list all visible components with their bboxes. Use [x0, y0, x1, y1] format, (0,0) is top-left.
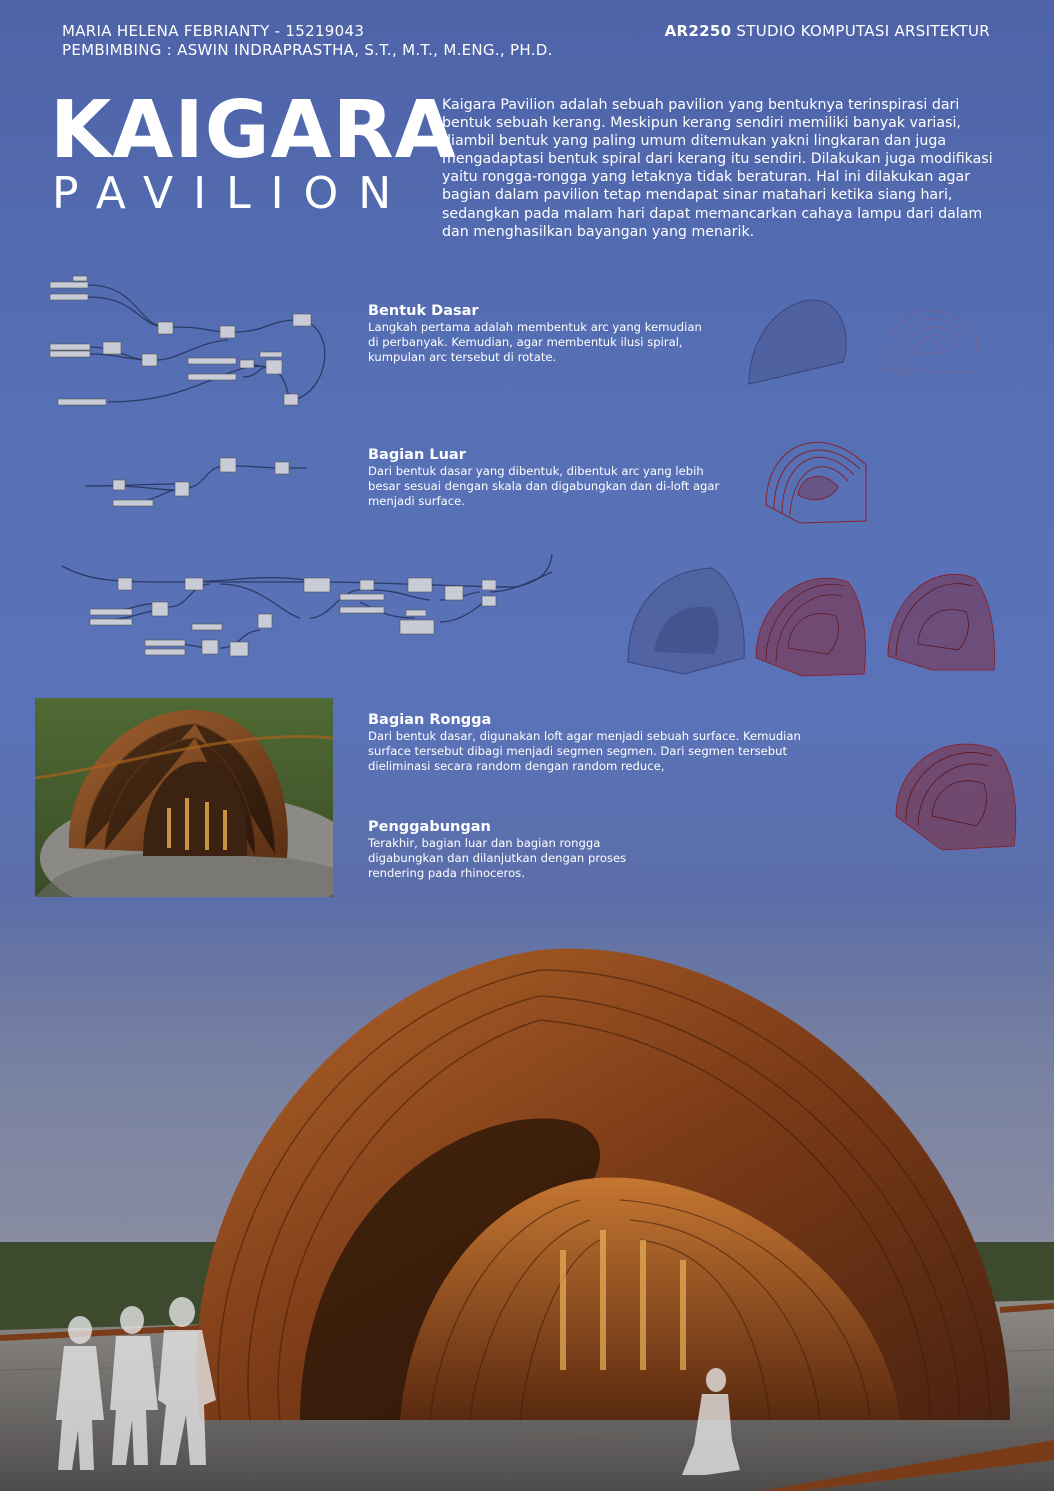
grasshopper-diagram-bagian-rongga	[60, 552, 555, 667]
section-heading: Bagian Rongga	[368, 712, 492, 728]
hollow-surface-model	[624, 562, 750, 680]
author-line: MARIA HELENA FEBRIANTY - 15219043	[62, 22, 365, 40]
advisor-line: PEMBIMBING : ASWIN INDRAPRASTHA, S.T., M.T., M.ENG., PH.D.	[62, 41, 553, 59]
course-info	[665, 22, 990, 41]
author-info	[62, 22, 553, 60]
section-body: Langkah pertama adalah membentuk arc yang kemudian di perbanyak. Kemudian, agar membentuk ilusi spiral, kumpulan arc tersebut di rotate.	[368, 320, 702, 364]
combined-model	[892, 732, 1020, 852]
section-penggabungan	[368, 818, 668, 881]
section-heading: Penggabungan	[368, 819, 491, 835]
outer-part-model	[760, 425, 872, 527]
base-form-surface-model	[745, 292, 855, 388]
section-bagian-luar	[368, 446, 723, 509]
course-code: AR2250	[664, 22, 732, 40]
section-body: Dari bentuk dasar yang dibentuk, dibentuk arc yang lebih besar sesuai dengan skala dan digabungkan dan di-loft agar menjadi surface.	[368, 464, 720, 508]
hollow-random-reduce-model	[884, 560, 998, 674]
hollow-segmented-model	[752, 562, 870, 680]
pavilion-hero-render	[0, 900, 1054, 1491]
base-form-wireframe-model	[876, 292, 988, 388]
section-bentuk-dasar	[368, 302, 713, 365]
section-body: Terakhir, bagian luar dan bagian rongga digabungkan dan dilanjutkan dengan proses rendering pada rhinoceros.	[368, 836, 627, 880]
render-preview-image	[35, 698, 333, 897]
page-title: KAIGARA	[50, 84, 457, 176]
course-name: STUDIO KOMPUTASI ARSITEKTUR	[736, 22, 990, 40]
grasshopper-diagram-bentuk-dasar	[48, 272, 338, 412]
section-bagian-rongga	[368, 711, 843, 774]
grasshopper-diagram-bagian-luar	[85, 448, 310, 510]
intro-paragraph: Kaigara Pavilion adalah sebuah pavilion yang bentuknya terinspirasi dari bentuk sebuah kerang. Meskipun kerang sendiri memiliki banyak variasi, diambil bentuk yang paling umum ditemukan yakni lingkaran dan juga mengadaptasi bentuk spiral dari kerang itu sendiri. Dilakukan juga modifikasi yaitu rongga-rongga yang letaknya tidak beraturan. Hal ini dilakukan agar bagian dalam pavilion tetap mendapat sinar matahari ketika siang hari, sedangkan pada malam hari dapat memancarkan cahaya lampu dari dalam dan menghasilkan bayangan yang menarik.	[442, 97, 993, 240]
section-heading: Bentuk Dasar	[368, 303, 479, 319]
section-heading: Bagian Luar	[368, 447, 466, 463]
page-subtitle: PAVILION	[52, 168, 412, 219]
section-body: Dari bentuk dasar, digunakan loft agar menjadi sebuah surface. Kemudian surface tersebut dibagi menjadi segmen segmen. Dari segmen tersebut dieliminasi secara random dengan random reduce,	[368, 729, 801, 773]
